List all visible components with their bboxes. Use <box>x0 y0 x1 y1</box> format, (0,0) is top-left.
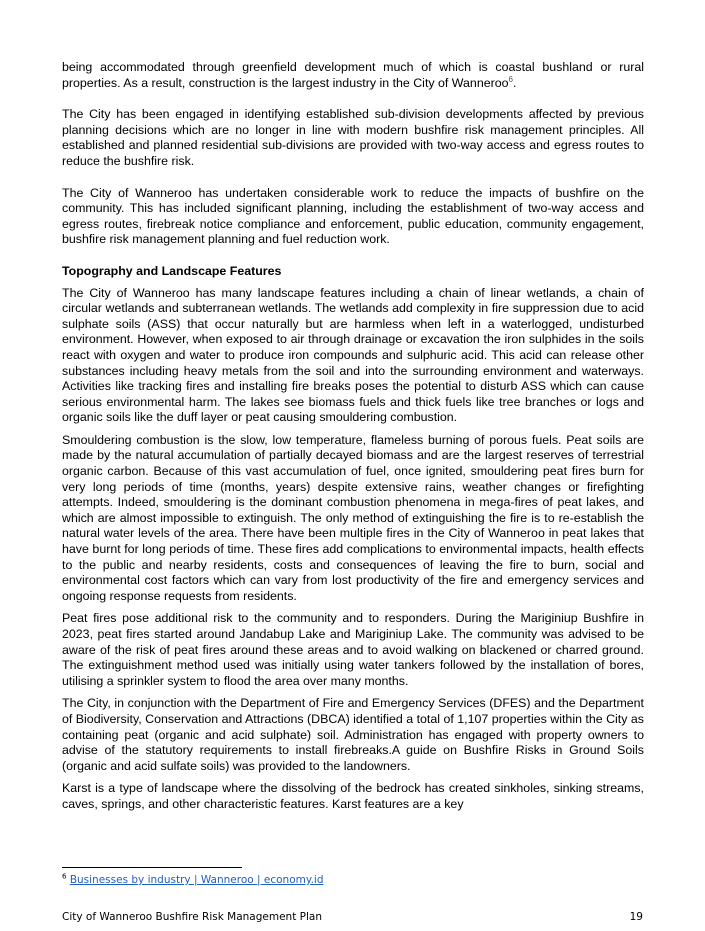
intro-paragraph-3: The City of Wanneroo has undertaken considerable work to reduce the impacts of bushfire on the community. This has included significant planning, including the establishment of two-way access and egress routes, firebreak notice compliance and enforcement, public education, community engagement, bushfire risk management planning and fuel reduction work. <box>62 185 644 247</box>
section-paragraph-5: Karst is a type of landscape where the dissolving of the bedrock has created sinkholes, sinking streams, caves, springs, and other characteristic features. Karst features are a key <box>62 781 644 811</box>
document-body <box>62 60 644 813</box>
intro-paragraph-1-end: . <box>512 75 517 90</box>
footnote-reference[interactable]: 6 <box>508 74 513 84</box>
intro-paragraph-1-text: being accommodated through greenfield development much of which is coastal bushland or rural properties. As a result, construction is the largest industry in the City of Wanneroo <box>62 60 644 90</box>
page-footer <box>62 911 643 923</box>
footnote-link[interactable]: Businesses by industry | Wanneroo | economy.id <box>69 874 324 886</box>
section-paragraph-1: The City of Wanneroo has many landscape features including a chain of linear wetlands, a chain of circular wetlands and subterranean wetlands. The wetlands add complexity in fire suppression due to acid sulphate soils (ASS) that occur naturally but are harmless when left in a waterlogged, undisturbed environment. However, when exposed to air through drainage or excavation the iron sulphides in the soils react with oxygen and water to produce iron compounds and sulphuric acid. This acid can release other substances including heavy metals from the soil and into the surrounding environment and waterways. Activities like tracking fires and installing fire breaks poses the potential to disturb ASS which can cause serious environmental harm. The lakes see biomass fuels and thick fuels like tree branches or logs and organic soils like the duff layer or peat causing smouldering combustion. <box>62 285 644 425</box>
footer-title: City of Wanneroo Bushfire Risk Management Plan <box>62 911 322 923</box>
section-heading: Topography and Landscape Features <box>62 263 282 278</box>
footnote-number: 6 <box>62 872 67 881</box>
section-paragraph-3: Peat fires pose additional risk to the community and to responders. During the Mariginiup Bushfire in 2023, peat fires started around Jandabup Lake and Mariginiup Lake. The community was advised to be aware of the risk of peat fires around these areas and to avoid walking on blackened or charred ground. The extinguishment method used was initially using water tankers followed by the installation of bores, utilising a sprinkler system to flood the area over many months. <box>62 611 644 688</box>
page-number: 19 <box>629 911 643 923</box>
intro-paragraph-1 <box>62 60 644 91</box>
footnote-divider <box>62 867 242 868</box>
section-paragraph-2: Smouldering combustion is the slow, low temperature, flameless burning of porous fuels. Peat soils are made by the natural accumulation of partially decayed biomass and are the largest reserves of terrestrial organic carbon. Because of this vast accumulation of fuel, once ignited, smouldering peat fires burn for very long periods of time (months, years) despite extensive rains, weather changes or firefighting attempts. Indeed, smouldering is the dominant combustion phenomena in mega-fires of peat lakes, and which are almost impossible to extinguish. The only method of extinguishing the fire is to re-establish the natural water levels of the area. There have been multiple fires in the City of Wanneroo in peat lakes that have burnt for long periods of time. These fires add complications to environmental impacts, health effects to the public and nearby residents, costs and consequences of leaving the fire to burn, social and environmental cost factors which can vary from lost productivity of the fire and emergency services and ongoing response requests from residents. <box>62 432 644 603</box>
footnote <box>62 874 323 886</box>
intro-paragraph-2: The City has been engaged in identifying established sub-division developments affected by previous planning decisions which are no longer in line with modern bushfire risk management principles. All established and planned residential sub-divisions are provided with two-way access and egress routes to reduce the bushfire risk. <box>62 107 644 168</box>
section-paragraph-4: The City, in conjunction with the Department of Fire and Emergency Services (DFES) and the Department of Biodiversity, Conservation and Attractions (DBCA) identified a total of 1,107 properties within the City as containing peat (organic and acid sulphate) soil. Administration has engaged with property owners to advise of the statutory requirements to install firebreaks.A guide on Bushfire Risks in Ground Soils (organic and acid sulfate soils) was provided to the landowners. <box>62 696 644 773</box>
